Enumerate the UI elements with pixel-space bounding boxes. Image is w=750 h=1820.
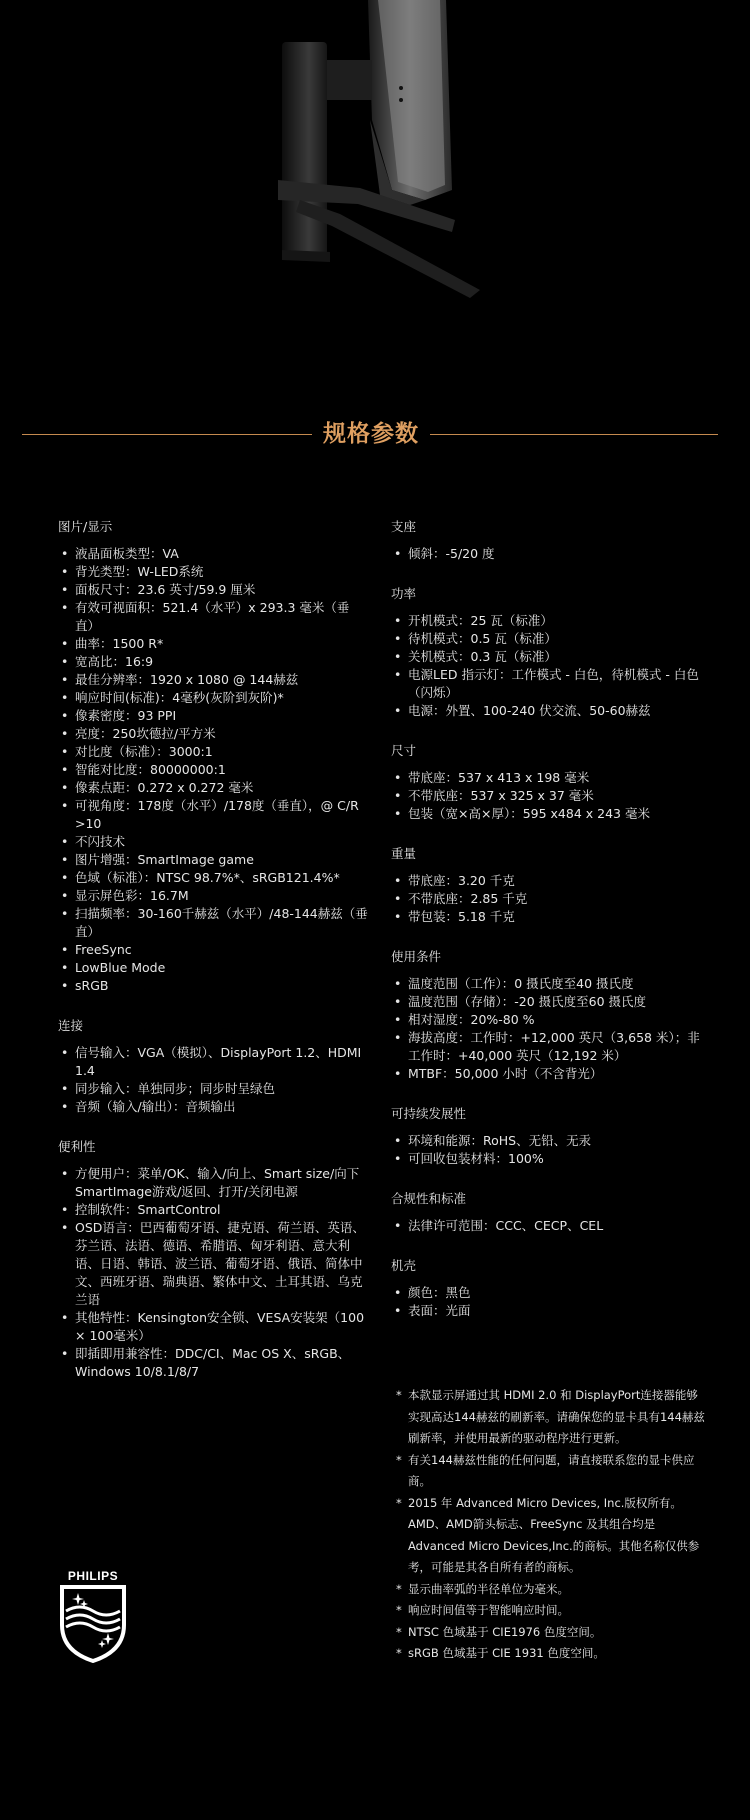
list-item: • 最佳分辨率：1920 x 1080 @ 144赫兹 <box>58 671 368 689</box>
list-item: • 带底座：537 x 413 x 198 毫米 <box>391 769 711 787</box>
monitor-side-image <box>0 0 750 330</box>
page-title: 规格参数 <box>323 421 419 447</box>
spec-list <box>391 872 711 926</box>
section-connectivity <box>58 1017 368 1116</box>
list-item: • 倾斜：-5/20 度 <box>391 545 711 563</box>
section-operating-conditions <box>391 948 711 1083</box>
list-item: • MTBF：50,000 小时（不含背光） <box>391 1065 711 1083</box>
list-item: • 相对湿度：20%-80 % <box>391 1011 711 1029</box>
spec-list <box>391 545 711 563</box>
spec-heading <box>0 415 750 455</box>
list-item: • 带底座：3.20 千克 <box>391 872 711 890</box>
list-item: • 智能对比度：80000000:1 <box>58 761 368 779</box>
footnote: * sRGB 色域基于 CIE 1931 色度空间。 <box>396 1646 605 1660</box>
list-item: • 可回收包装材料：100% <box>391 1150 711 1168</box>
list-item: • 颜色：黑色 <box>391 1284 711 1302</box>
section-title: 可持续发展性 <box>391 1106 467 1121</box>
section-sustainability <box>391 1105 711 1168</box>
list-item: • 信号输入：VGA（模拟）、DisplayPort 1.2、HDMI 1.4 <box>58 1044 368 1080</box>
list-item: • 待机模式：0.5 瓦（标准） <box>391 630 711 648</box>
section-weight <box>391 845 711 926</box>
footnote: * 本款显示屏通过其 HDMI 2.0 和 DisplayPort连接器能够实现高达144赫兹的刷新率。请确保您的显卡具有144赫兹刷新率，并使用最新的驱动程序进行更新。 <box>396 1388 705 1445</box>
philips-logo <box>58 1567 128 1663</box>
list-item: • 扫描频率：30-160千赫兹（水平）/48-144赫兹（垂直） <box>58 905 368 941</box>
list-item: • 背光类型：W-LED系统 <box>58 563 368 581</box>
list-item: • 宽高比：16:9 <box>58 653 368 671</box>
section-power <box>391 585 711 720</box>
list-item: • 关机模式：0.3 瓦（标准） <box>391 648 711 666</box>
list-item: • sRGB <box>58 977 368 995</box>
section-title: 重量 <box>391 846 417 861</box>
list-item: • 色域（标准）：NTSC 98.7%*、sRGB121.4%* <box>58 869 368 887</box>
list-item: • 即插即用兼容性：DDC/CI、Mac OS X、sRGB、Windows 10/8.1/8/7 <box>58 1345 368 1381</box>
list-item: • 温度范围（存储）：-20 摄氏度至60 摄氏度 <box>391 993 711 1011</box>
spec-list <box>391 975 711 1083</box>
list-item: • 液晶面板类型：VA <box>58 545 368 563</box>
list-item: • 温度范围（工作）：0 摄氏度至40 摄氏度 <box>391 975 711 993</box>
brand-name: PHILIPS <box>67 1569 119 1583</box>
list-item: • 显示屏色彩：16.7M <box>58 887 368 905</box>
list-item: • 像素点距：0.272 x 0.272 毫米 <box>58 779 368 797</box>
section-title: 图片/显示 <box>58 519 113 534</box>
spec-list <box>391 1217 711 1235</box>
section-title: 合规性和标准 <box>391 1191 467 1206</box>
list-item: • 像素密度：93 PPI <box>58 707 368 725</box>
footnote: * 显示曲率弧的半径单位为毫米。 <box>396 1581 569 1596</box>
list-item: • 开机模式：25 瓦（标准） <box>391 612 711 630</box>
section-title: 机壳 <box>391 1258 417 1273</box>
footnote: * NTSC 色域基于 CIE1976 色度空间。 <box>396 1624 602 1639</box>
section-display <box>58 518 368 995</box>
spec-column-right <box>391 518 711 1334</box>
list-item: • 曲率：1500 R* <box>58 635 368 653</box>
section-compliance <box>391 1190 711 1235</box>
list-item: • 不闪技术 <box>58 833 368 851</box>
spec-list <box>58 1165 368 1381</box>
section-title: 连接 <box>58 1018 84 1033</box>
list-item: • 电源：外置、100-240 伏交流、50-60赫兹 <box>391 702 711 720</box>
list-item: • OSD语言：巴西葡萄牙语、捷克语、荷兰语、英语、芬兰语、法语、德语、希腊语、匈牙利语、意大利语、日语、韩语、波兰语、葡萄牙语、俄语、简体中文、西班牙语、瑞典语、繁体中文、土耳其语、乌克兰语 <box>58 1219 368 1309</box>
section-convenience <box>58 1138 368 1381</box>
list-item: • 有效可视面积：521.4（水平）x 293.3 毫米（垂直） <box>58 599 368 635</box>
footnotes <box>396 1385 706 1665</box>
list-item: • 表面：光面 <box>391 1302 711 1320</box>
list-item: • 响应时间(标准)：4毫秒(灰阶到灰阶)* <box>58 689 368 707</box>
section-title: 使用条件 <box>391 949 442 964</box>
spec-list <box>391 1284 711 1320</box>
list-item: • 对比度（标准）：3000:1 <box>58 743 368 761</box>
section-title: 功率 <box>391 586 417 601</box>
heading-line-left <box>22 434 312 435</box>
spec-list <box>391 769 711 823</box>
list-item: • LowBlue Mode <box>58 959 368 977</box>
footnote: * 响应时间值等于智能响应时间。 <box>396 1603 569 1617</box>
list-item: • 图片增强：SmartImage game <box>58 851 368 869</box>
list-item: • 控制软件：SmartControl <box>58 1201 368 1219</box>
spec-column-left <box>58 518 368 1395</box>
list-item: • 海拔高度：工作时：+12,000 英尺（3,658 米）；非工作时：+40,000 英尺（12,192 米） <box>391 1029 711 1065</box>
section-title: 尺寸 <box>391 743 417 758</box>
spec-list <box>391 1132 711 1168</box>
list-item: • 电源LED 指示灯：工作模式 - 白色，待机模式 - 白色（闪烁） <box>391 666 711 702</box>
footnote: * 有关144赫兹性能的任何问题，请直接联系您的显卡供应商。 <box>396 1452 695 1488</box>
list-item: • 同步输入：单独同步；同步时呈绿色 <box>58 1080 368 1098</box>
list-item: • 音频（输入/输出）：音频输出 <box>58 1098 368 1116</box>
footnote: * 2015 年 Advanced Micro Devices, Inc.版权所有。AMD、AMD箭头标志、FreeSync 及其组合均是Advanced Micro Devices,Inc.的商标。其他名称仅供参考，可能是其各自所有者的商标。 <box>396 1495 700 1574</box>
list-item: • 方便用户：菜单/OK、输入/向上、Smart size/向下SmartImage游戏/返回、打开/关闭电源 <box>58 1165 368 1201</box>
list-item: • FreeSync <box>58 941 368 959</box>
spec-list <box>58 1044 368 1116</box>
list-item: • 包装（宽×高×厚）：595 x484 x 243 毫米 <box>391 805 711 823</box>
list-item: • 法律许可范围：CCC、CECP、CEL <box>391 1217 711 1235</box>
spec-list <box>391 612 711 720</box>
section-cabinet <box>391 1257 711 1320</box>
list-item: • 可视角度：178度（水平）/178度（垂直），@ C/R >10 <box>58 797 368 833</box>
list-item: • 其他特性：Kensington安全锁、VESA安装架（100 × 100毫米） <box>58 1309 368 1345</box>
list-item: • 带包装：5.18 千克 <box>391 908 711 926</box>
spec-list <box>58 545 368 995</box>
list-item: • 亮度：250坎德拉/平方米 <box>58 725 368 743</box>
section-dimensions <box>391 742 711 823</box>
section-stand <box>391 518 711 563</box>
heading-line-right <box>430 434 718 435</box>
list-item: • 面板尺寸：23.6 英寸/59.9 厘米 <box>58 581 368 599</box>
list-item: • 不带底座：2.85 千克 <box>391 890 711 908</box>
list-item: • 不带底座：537 x 325 x 37 毫米 <box>391 787 711 805</box>
section-title: 便利性 <box>58 1139 96 1154</box>
section-title: 支座 <box>391 519 417 534</box>
list-item: • 环境和能源：RoHS、无铅、无汞 <box>391 1132 711 1150</box>
